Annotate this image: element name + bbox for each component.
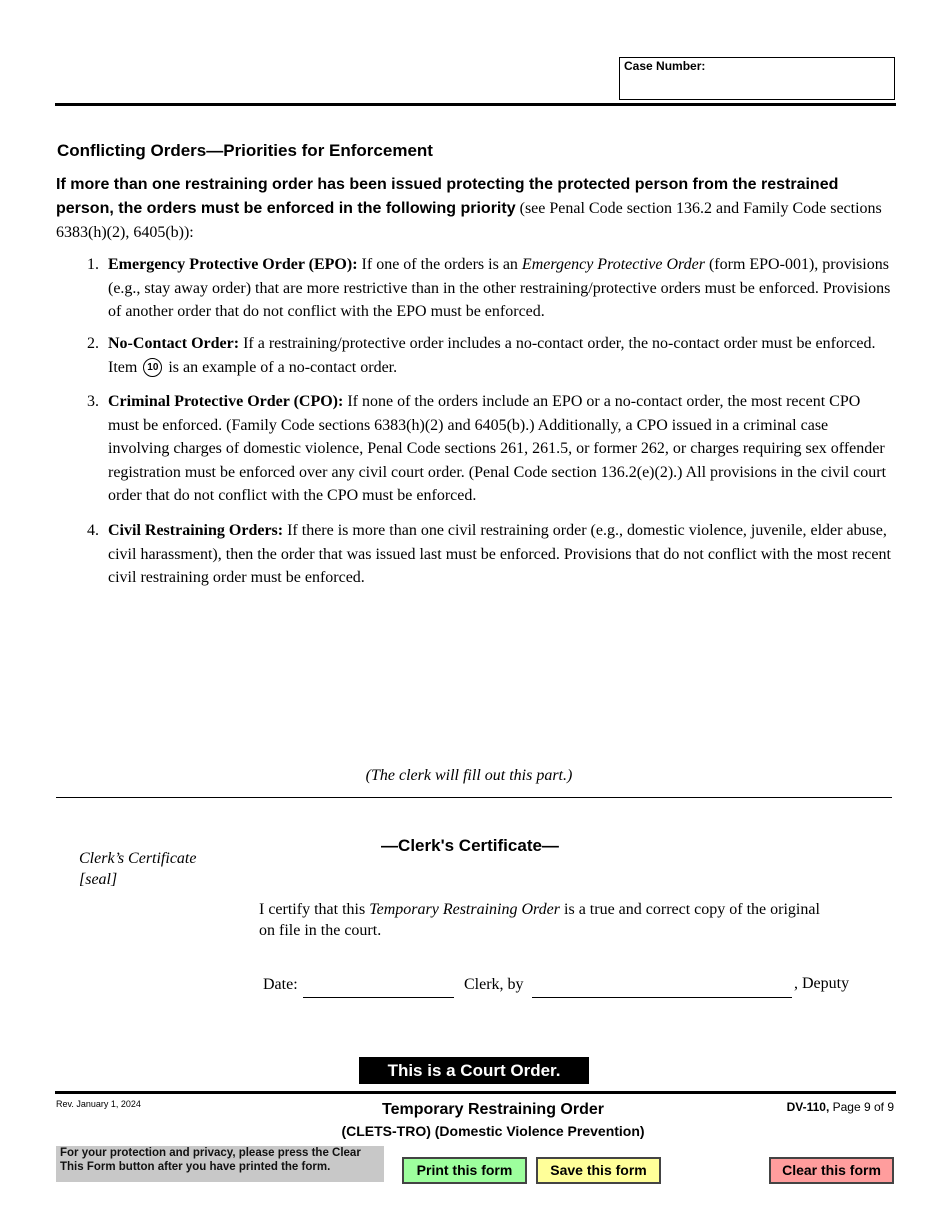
footer-divider [55,1091,896,1094]
form-id [720,1100,894,1114]
list-item-epo [77,253,892,324]
list-item-number: 3. [87,393,99,410]
section-heading: Conflicting Orders—Priorities for Enforcement [57,141,433,160]
list-item-title: Civil Restraining Orders: [108,522,284,539]
list-item-number: 4. [87,522,99,539]
certify-text: is a true and correct copy of the original on file in the court. [259,901,820,939]
certify-paragraph [259,899,839,941]
intro-bold-text: If more than one restraining order has been issued protecting the protected person from the restrained person, the orders must be enforced in the following priority [56,176,839,217]
list-item-text: If a restraining/protective order includes a no-contact order, the no-contact order must be enforced. Item [108,335,876,376]
list-item-italic: Emergency Protective Order [521,256,705,273]
intro-rest-text: (see Penal Code section 136.2 and Family Code sections 6383(h)(2), 6405(b)): [56,200,882,241]
list-item-text: If none of the orders include an EPO or a no-contact order, the most recent CPO must be enforced. (Family Code sections 6383(h)(2) and 6405(b).) Additionally, a CPO issued in a criminal case involving charges of domestic violence, Penal Code sections 261, 261.5, or former 262, or charges requiring sex offender registration must be enforced over any civil court order. (Penal Code section 136.2(e)(2).) All provisions in the civil court order that do not conflict with the CPO must be enforced. [108,393,887,504]
list-item-number: 2. [87,335,99,352]
seal-placeholder: [seal] [79,871,118,888]
form-subtitle: (CLETS-TRO) (Domestic Violence Prevention) [341,1123,645,1139]
intro-paragraph [56,173,896,245]
list-item-text: If one of the orders is an [357,256,522,273]
item-reference-badge: 10 [143,358,162,377]
case-number-label: Case Number: [624,59,706,73]
date-field[interactable] [303,978,454,998]
clerk-note: (The clerk will fill out this part.) [365,767,573,784]
list-item-text: (form EPO-001), provisions (e.g., stay away order) that are more restrictive than in the other restraining/protective orders must be enforced. Provisions of another order that do not conflict with the EPO must be enforced. [108,256,891,320]
list-item-text: is an example of a no-contact order. [168,358,398,376]
date-underline [303,997,454,998]
certify-italic: Temporary Restraining Order [369,901,561,918]
print-button[interactable]: Print this form [402,1157,527,1184]
date-label: Date: [263,976,298,993]
list-item-cpo [77,390,892,508]
list-item-title: Emergency Protective Order (EPO): [108,256,358,273]
revision-date: Rev. January 1, 2024 [56,1099,141,1109]
case-number-field[interactable] [619,57,895,100]
clerk-underline [532,997,792,998]
clear-button[interactable]: Clear this form [769,1157,894,1184]
list-item-no-contact [77,332,892,379]
list-item-title: No-Contact Order: [108,335,240,352]
form-number: DV-110, [786,1100,830,1114]
page-number: Page 9 of 9 [829,1100,894,1114]
save-button[interactable]: Save this form [536,1157,661,1184]
privacy-note: For your protection and privacy, please press the Clear This Form button after you have printed the form. [56,1146,384,1182]
deputy-label: , Deputy [794,975,850,992]
list-item-title: Criminal Protective Order (CPO): [108,393,344,410]
clerk-divider [56,797,892,798]
clerk-label: Clerk, by [464,976,524,993]
certify-text: I certify that this [259,901,370,918]
list-item-text: If there is more than one civil restraining order (e.g., domestic violence, juvenile, elder abuse, civil harassment), then the order that was issued last must be enforced. Provisions that do not conflict with the most recent civil restraining order must be enforced. [108,522,891,586]
list-item-civil [77,519,892,590]
list-item-number: 1. [87,256,99,273]
header-divider [55,103,896,106]
clerk-certificate-title: —Clerk's Certificate— [381,836,559,855]
clerk-name-field[interactable] [532,978,792,998]
seal-label: Clerk’s Certificate [79,850,197,867]
clerk-seal-area [79,848,196,890]
court-order-banner: This is a Court Order. [359,1057,589,1084]
form-title: Temporary Restraining Order [382,1101,604,1118]
